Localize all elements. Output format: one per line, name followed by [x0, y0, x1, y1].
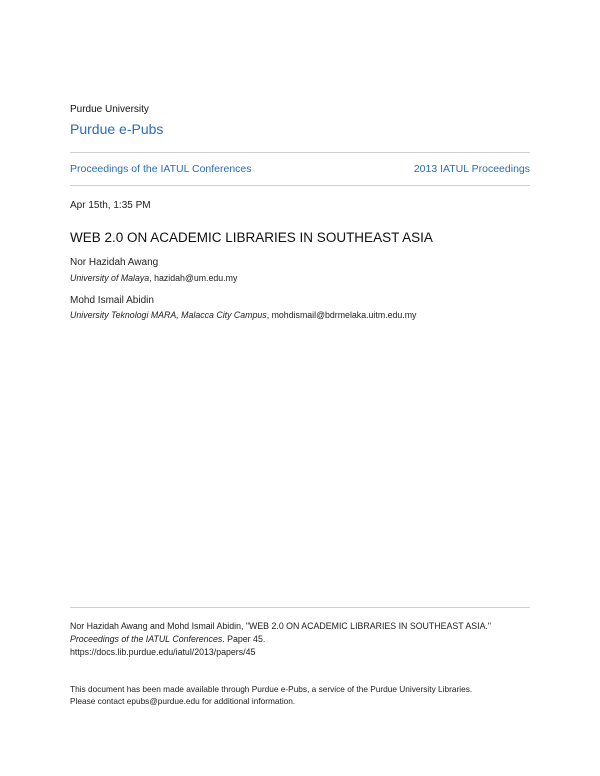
divider-citation — [70, 607, 530, 608]
citation-journal: Proceedings of the IATUL Conferences — [70, 634, 223, 644]
citation-paper-number: . Paper 45. — [222, 634, 266, 644]
affiliation-institution: University of Malaya — [70, 273, 150, 283]
author-email: , hazidah@um.edu.my — [149, 273, 238, 283]
author-name: Nor Hazidah Awang — [70, 257, 159, 268]
paper-title: WEB 2.0 ON ACADEMIC LIBRARIES IN SOUTHEAST ASIA — [70, 230, 433, 245]
institution-name: Purdue University — [70, 104, 149, 115]
affiliation-institution: University Teknologi MARA, Malacca City Campus — [70, 310, 267, 320]
proceedings-link[interactable]: 2013 IATUL Proceedings — [413, 163, 530, 175]
citation-block — [70, 620, 540, 659]
divider-top — [70, 152, 530, 153]
divider-nav — [70, 185, 530, 186]
citation-url[interactable]: https://docs.lib.purdue.edu/iatul/2013/papers/45 — [70, 647, 256, 657]
author-affiliation — [70, 273, 237, 283]
collection-link[interactable]: Proceedings of the IATUL Conferences — [70, 163, 252, 175]
author-name: Mohd Ismail Abidin — [70, 295, 154, 306]
citation-authors-title: Nor Hazidah Awang and Mohd Ismail Abidin, "WEB 2.0 ON ACADEMIC LIBRARIES IN SOUTHEAST ASIA." — [70, 621, 492, 631]
citation-source — [70, 633, 540, 646]
presentation-date: Apr 15th, 1:35 PM — [70, 200, 151, 211]
author-email: , mohdismail@bdrmelaka.uitm.edu.my — [266, 310, 417, 320]
author-affiliation — [70, 310, 416, 320]
repository-link[interactable]: Purdue e-Pubs — [70, 121, 164, 137]
notice-line-1: This document has been made available through Purdue e-Pubs, a service of the Purdue University Libraries. — [70, 684, 473, 694]
availability-notice — [70, 684, 472, 707]
notice-line-2: Please contact epubs@purdue.edu for additional information. — [70, 695, 296, 706]
